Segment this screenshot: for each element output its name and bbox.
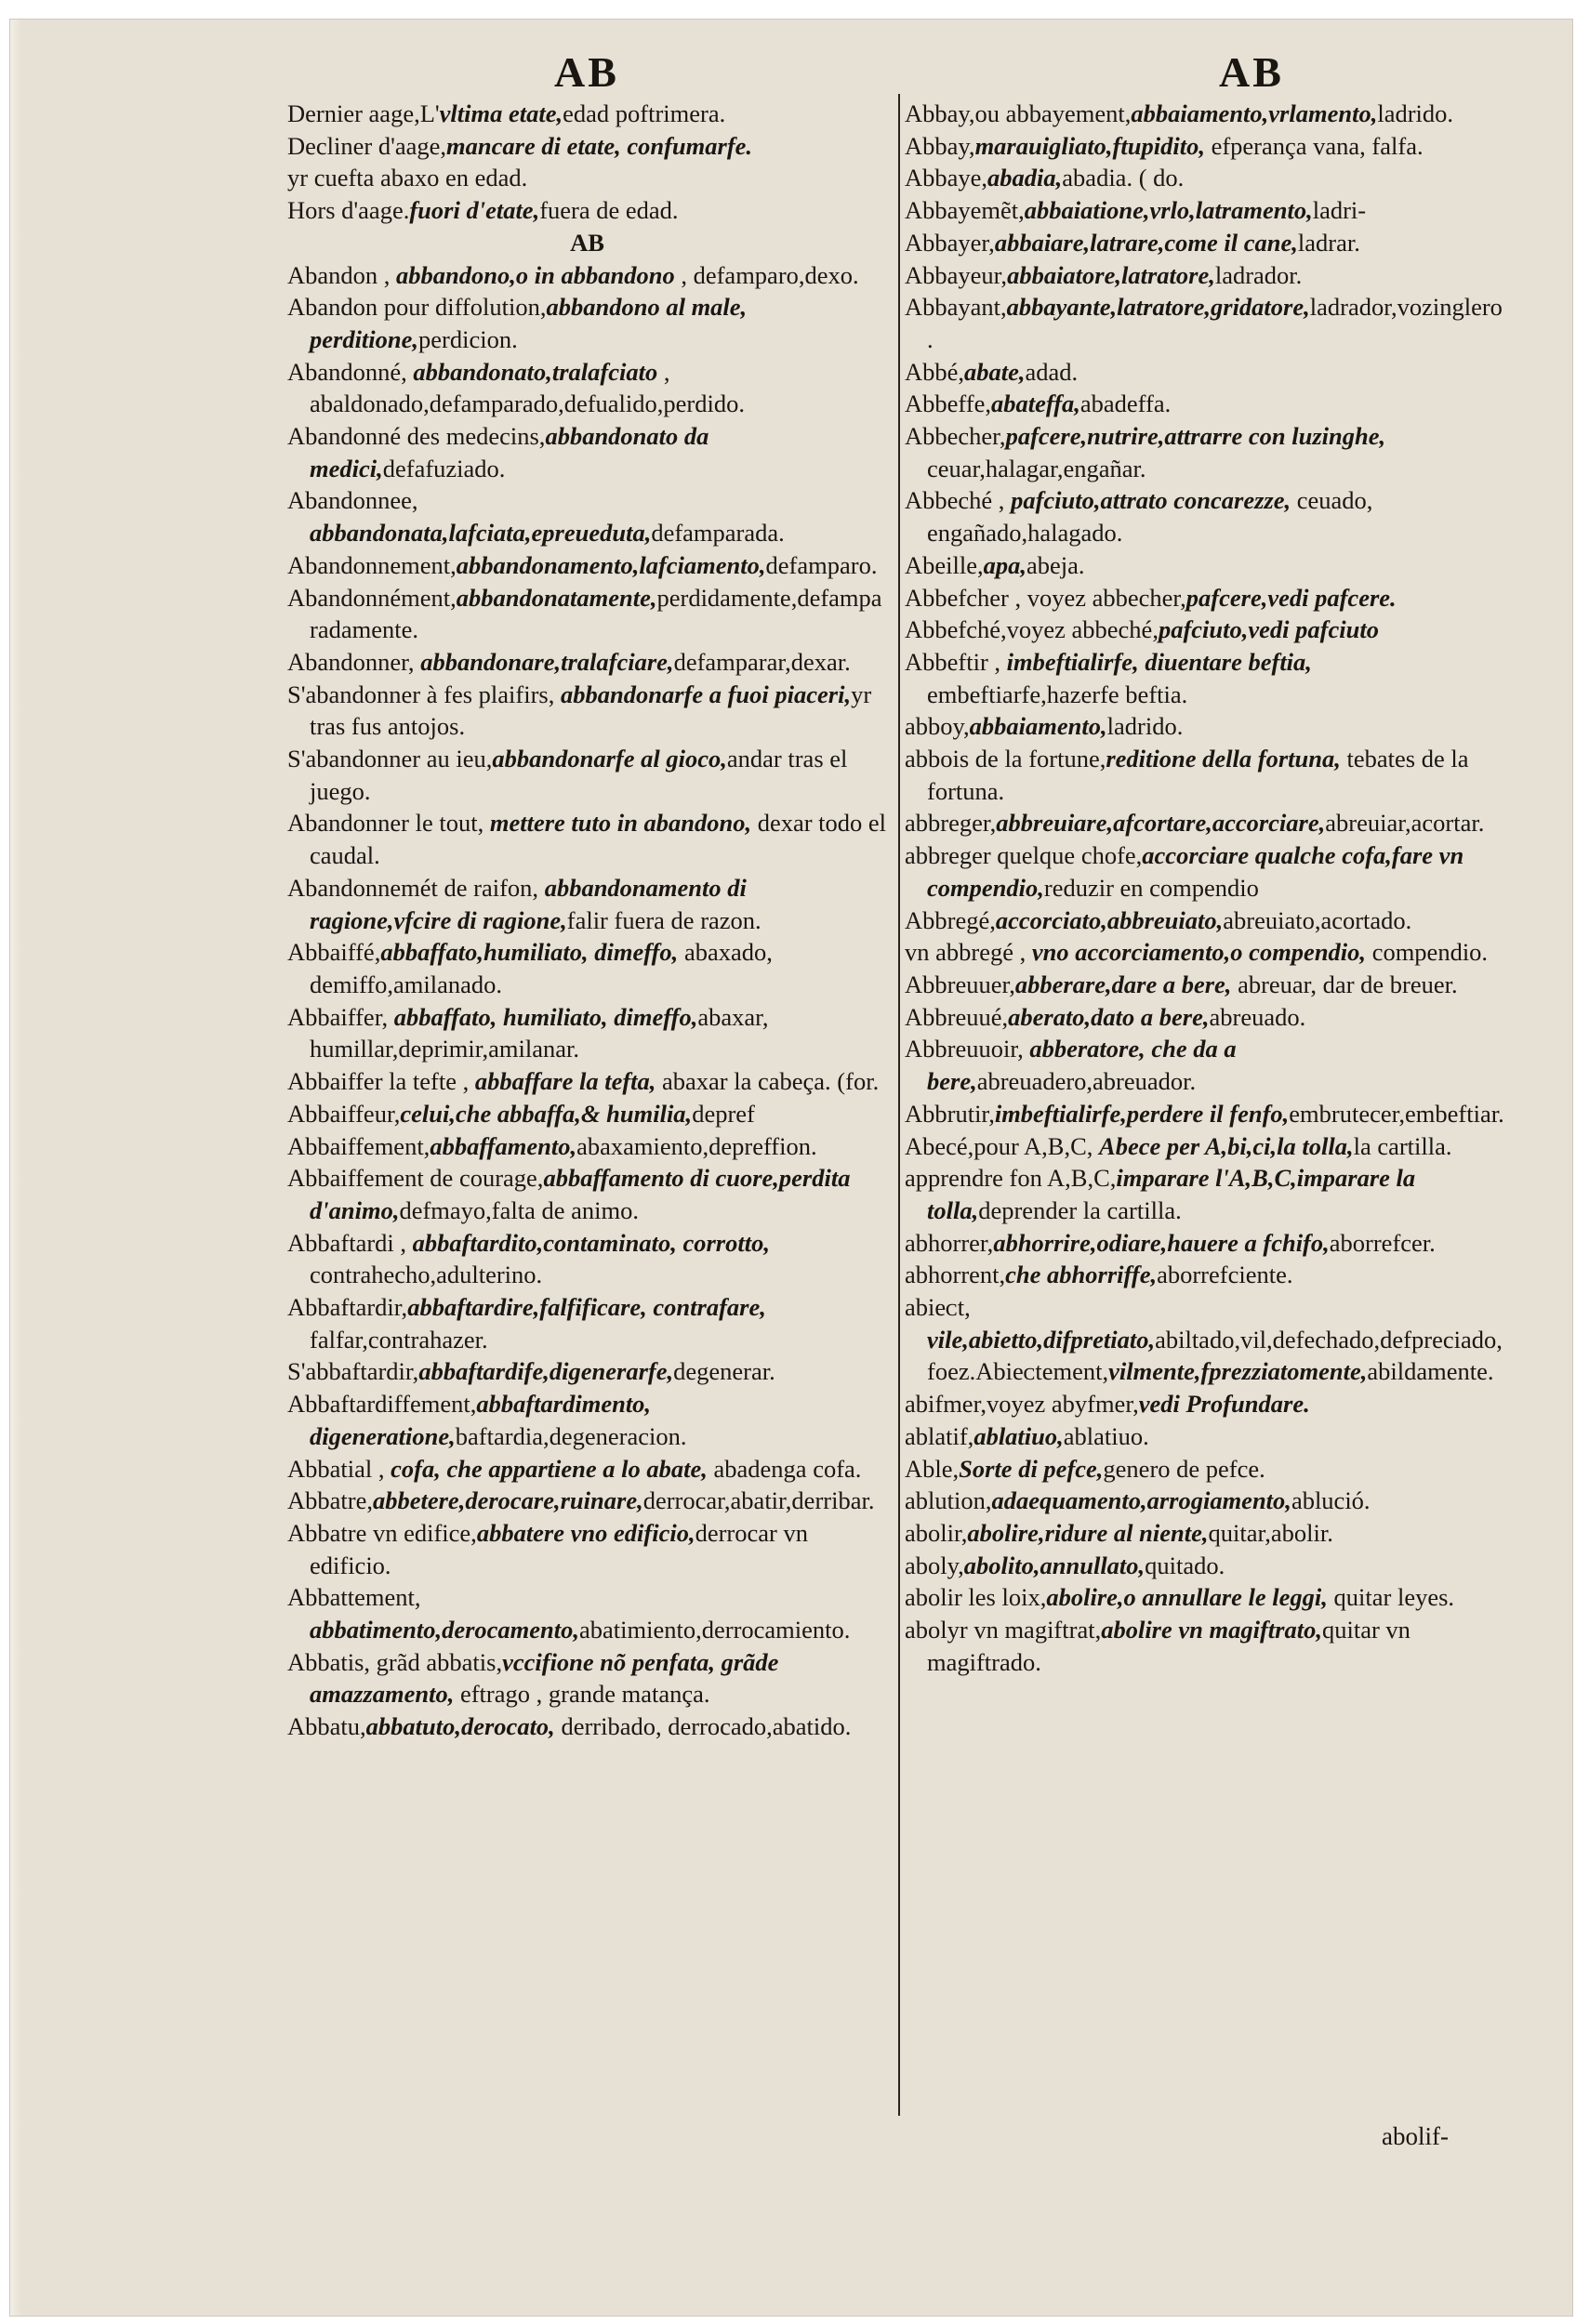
dictionary-entry bbox=[287, 1710, 887, 1743]
entry-spanish: efperança vana, falfa. bbox=[1204, 131, 1424, 160]
entry-spanish: derrocar vn edificio. bbox=[310, 1518, 808, 1579]
dictionary-entry bbox=[905, 1614, 1504, 1678]
entry-spanish: baftardia,degeneracion. bbox=[455, 1421, 687, 1450]
entry-headword: Abbatial , bbox=[287, 1454, 391, 1483]
entry-headword: Abbaiffer, bbox=[287, 1002, 394, 1031]
entry-headword: Abandonnement, bbox=[287, 550, 457, 579]
dictionary-entry bbox=[287, 259, 887, 292]
right-column bbox=[905, 98, 1504, 1678]
entry-headword: abolir, bbox=[905, 1518, 968, 1547]
entry-italian: abbayante,latratore,gridatore, bbox=[1006, 293, 1310, 322]
entry-italian: abbaftardife,digenerarfe, bbox=[418, 1357, 674, 1386]
dictionary-entry bbox=[905, 420, 1504, 484]
dictionary-entry bbox=[287, 549, 887, 582]
entry-headword: Abbaftardiffement, bbox=[287, 1390, 477, 1419]
entry-headword: vn abbregé , bbox=[905, 938, 1032, 967]
entry-headword: S'abandonner à fes plaifirs, bbox=[287, 680, 561, 708]
entry-italian: Abece per A,bi,ci,la tolla, bbox=[1099, 1131, 1354, 1160]
entry-italian: abolito,annullato, bbox=[963, 1551, 1146, 1579]
entry-spanish: derrocar,abatir,derribar. bbox=[642, 1486, 875, 1515]
entry-headword: Abandonné, bbox=[287, 357, 414, 386]
entry-italian: abberare,dare a bere, bbox=[1014, 970, 1232, 998]
entry-headword: Abbeché , bbox=[905, 486, 1012, 515]
entry-italian: abbaftardimento, digeneratione, bbox=[310, 1390, 652, 1450]
entry-spanish: abadeffa. bbox=[1079, 390, 1172, 418]
dictionary-entry bbox=[905, 936, 1504, 969]
entry-spanish: quitar,abolir. bbox=[1208, 1518, 1333, 1547]
entry-headword: Abbatre, bbox=[287, 1486, 373, 1515]
entry-italian: abbaiamento, bbox=[969, 712, 1107, 741]
dictionary-entry bbox=[287, 1355, 887, 1388]
entry-headword: abieᴄt, bbox=[905, 1293, 971, 1322]
entry-italian: abbaffamento, bbox=[430, 1131, 577, 1160]
entry-italian: reditione della fortuna, bbox=[1106, 745, 1341, 773]
entry-spanish: perdicion. bbox=[418, 324, 518, 353]
entry-spanish: ladrido. bbox=[1106, 712, 1184, 741]
entry-headword: abhorrent, bbox=[905, 1261, 1006, 1289]
entry-italian: abbaftardito,contaminato, corrotto, bbox=[412, 1228, 770, 1257]
entry-headword: Abandon pour diffolution, bbox=[287, 293, 547, 322]
page-edge-shadow bbox=[10, 20, 21, 2317]
entry-spanish: la cartilla. bbox=[1353, 1131, 1452, 1160]
dictionary-entry bbox=[287, 1485, 887, 1517]
entry-headword: Abandonné des medecins, bbox=[287, 422, 546, 451]
entry-italian: che abhorriffe, bbox=[1005, 1261, 1158, 1289]
dictionary-entry bbox=[905, 1517, 1504, 1550]
entry-spanish: edad poftrimera. bbox=[563, 99, 726, 127]
entry-headword: Abeille, bbox=[905, 550, 984, 579]
entry-italian: abbandono al male, perditione, bbox=[310, 293, 748, 353]
entry-italian: abberatore, che da a bere, bbox=[927, 1035, 1237, 1096]
entry-headword: Abbefcher , voyez abbecher, bbox=[905, 583, 1186, 612]
entry-spanish: abreuadero,abreuador. bbox=[976, 1067, 1197, 1096]
entry-spanish: abatimiento,derrocamiento. bbox=[579, 1616, 851, 1644]
entry-spanish: contrahecho,adulterino. bbox=[310, 1261, 543, 1289]
entry-italian: pafcere,nutrire,attrarre con luzinghe, bbox=[1005, 422, 1386, 451]
entry-spanish: defamparo. bbox=[765, 550, 878, 579]
entry-italian: vile,abietto,difpretiato, bbox=[927, 1325, 1156, 1353]
dictionary-entry bbox=[287, 1453, 887, 1486]
entry-spanish: ablució. bbox=[1291, 1486, 1371, 1515]
entry-italian: cofa, che appartiene a lo abate, bbox=[391, 1454, 708, 1483]
entry-spanish: abadia. ( do. bbox=[1062, 164, 1185, 192]
entry-spanish: dexar todo el caudal. bbox=[310, 809, 887, 870]
dictionary-entry bbox=[905, 259, 1504, 292]
entry-headword: Abbefché,voyez abbeché, bbox=[905, 615, 1159, 644]
entry-headword: abbreger quelque chofe, bbox=[905, 841, 1143, 870]
dictionary-entry bbox=[905, 905, 1504, 937]
entry-headword: Abandonnément, bbox=[287, 583, 457, 612]
entry-italian: accorciato,abbreuiato, bbox=[995, 905, 1224, 934]
entry-spanish: falfar,contrahazer. bbox=[310, 1325, 488, 1353]
entry-spanish: abaxado, demiffo,amilanado. bbox=[310, 938, 773, 998]
dictionary-entry bbox=[287, 291, 887, 355]
entry-italian: imparare l'A,B,C,imparare la tolla, bbox=[927, 1164, 1416, 1224]
entry-italian: abbandonatamente, bbox=[456, 583, 657, 612]
entry-italian: abbatimento,derocamento, bbox=[310, 1616, 580, 1644]
dictionary-entry bbox=[287, 1227, 887, 1291]
dictionary-entry bbox=[905, 1485, 1504, 1517]
entry-italian: marauigliato,ftupidito, bbox=[974, 131, 1205, 160]
entry-spanish: depref bbox=[692, 1099, 755, 1128]
entry-spanish: ladrido. bbox=[1377, 99, 1454, 127]
dictionary-entry bbox=[287, 484, 887, 548]
entry-spanish: aborrefcer. bbox=[1329, 1228, 1436, 1257]
entry-spanish: tebates de la fortuna. bbox=[927, 745, 1469, 805]
dictionary-entry bbox=[905, 549, 1504, 582]
dictionary-entry bbox=[287, 1291, 887, 1355]
entry-italian: ablatiuo, bbox=[973, 1421, 1064, 1450]
entry-spanish: ablatiuo. bbox=[1063, 1421, 1149, 1450]
dictionary-entry bbox=[287, 194, 887, 227]
entry-headword: Abbatis, grãd abbatis, bbox=[287, 1647, 503, 1676]
dictionary-entry bbox=[287, 98, 887, 130]
entry-italian: abbandonarfe a fuoi piaceri, bbox=[560, 680, 852, 708]
dictionary-entry bbox=[287, 679, 887, 743]
entry-spanish: , abaldonado,defamparado,defualido,perdido. bbox=[310, 357, 745, 418]
entry-spanish: ladri- bbox=[1312, 196, 1367, 225]
entry-spanish: , defamparo,dexo. bbox=[674, 260, 859, 289]
entry-spanish: abaxamiento,depreffion. bbox=[576, 1131, 817, 1160]
entry-spanish: abreuiar,acortar. bbox=[1325, 809, 1485, 838]
entry-italian: imbeftialirfe,perdere il fenfo, bbox=[994, 1099, 1290, 1128]
entry-italian: abbandonare,tralafciare, bbox=[420, 647, 674, 676]
entry-spanish: quitar leyes. bbox=[1327, 1583, 1455, 1612]
entry-italian: abolire,o annullare le leggi, bbox=[1046, 1583, 1328, 1612]
entry-spanish: defafuziado. bbox=[382, 454, 506, 482]
entry-headword: AB bbox=[570, 228, 604, 257]
entry-italian: abbandonamento,lafciamento, bbox=[456, 550, 766, 579]
entry-spanish: compendio. bbox=[1366, 938, 1489, 967]
entry-italian: imbeftialirfe, diuentare beftia, bbox=[1006, 647, 1312, 676]
entry-headword: Abbayemẽt, bbox=[905, 196, 1025, 225]
entry-spanish: abiltado,vil,defechado,defpreciado,foez.Abieᴄtement, bbox=[927, 1325, 1503, 1386]
dictionary-entry bbox=[905, 710, 1504, 743]
entry-spanish: perdidamente,defamparadamente. bbox=[310, 583, 882, 644]
dictionary-entry bbox=[905, 130, 1504, 163]
entry-headword: abboy, bbox=[905, 712, 970, 741]
entry-spanish: abaxar la cabeça. (for. bbox=[656, 1067, 880, 1096]
entry-spanish: degenerar. bbox=[673, 1357, 775, 1386]
entry-headword: Abbregé, bbox=[905, 905, 996, 934]
dictionary-entry bbox=[905, 291, 1504, 355]
entry-headword: Abbay,ou abbayement, bbox=[905, 99, 1132, 127]
entry-headword: Abbeftir , bbox=[905, 647, 1007, 676]
entry-spanish: falir fuera de razon. bbox=[566, 905, 762, 934]
entry-headword: Abbayeur, bbox=[905, 260, 1008, 289]
entry-italian: abbaffato,humiliato, dimeffo, bbox=[380, 938, 679, 967]
entry-italian: abbaffato, humiliato, dimeffo, bbox=[393, 1002, 698, 1031]
entry-headword: Abecé,pour A,B,C, bbox=[905, 1131, 1100, 1160]
dictionary-entry bbox=[287, 872, 887, 936]
entry-spanish: defmayo,falta de animo. bbox=[399, 1195, 639, 1224]
dictionary-entry bbox=[287, 1388, 887, 1452]
dictionary-entry bbox=[905, 162, 1504, 194]
dictionary-entry bbox=[905, 1420, 1504, 1453]
dictionary-entry bbox=[905, 614, 1504, 646]
entry-spanish: abaxar, humillar,deprimir,amilanar. bbox=[310, 1002, 769, 1063]
entry-spanish: ladrar. bbox=[1297, 228, 1360, 257]
entry-headword: Abandonnee, bbox=[287, 486, 418, 515]
dictionary-entry bbox=[905, 1162, 1504, 1226]
dictionary-entry bbox=[905, 1130, 1504, 1163]
entry-spanish: ladrador,vozinglero. bbox=[927, 293, 1503, 353]
dictionary-entry bbox=[905, 1581, 1504, 1614]
dictionary-entry bbox=[905, 969, 1504, 1001]
dictionary-entry bbox=[287, 1130, 887, 1163]
entry-italian: apa, bbox=[983, 550, 1026, 579]
entry-italian: accorciare qualche cofa,fare vn compendio, bbox=[927, 841, 1464, 902]
entry-italian: abbandonato,tralafciato bbox=[413, 357, 658, 386]
entry-italian: abbreuiare,afcortare,accorciare, bbox=[996, 809, 1326, 838]
entry-italian: abolire vn magiftrato, bbox=[1101, 1616, 1322, 1644]
entry-headword: Abbatu, bbox=[287, 1712, 366, 1741]
entry-headword: abhorrer, bbox=[905, 1228, 994, 1257]
entry-headword: Abbaftardir, bbox=[287, 1293, 408, 1322]
dictionary-entry bbox=[905, 1388, 1504, 1420]
entry-spanish: embrutecer,embeftiar. bbox=[1289, 1099, 1504, 1128]
entry-spanish: abildamente. bbox=[1367, 1357, 1494, 1386]
entry-italian: abadia, bbox=[987, 164, 1063, 192]
entry-italian: celui,che abbaffa,& humilia, bbox=[400, 1099, 693, 1128]
dictionary-entry bbox=[287, 1517, 887, 1581]
dictionary-entry bbox=[905, 388, 1504, 420]
dictionary-entry bbox=[905, 646, 1504, 710]
entry-italian: pafciuto,attrato concarezze, bbox=[1011, 486, 1291, 515]
entry-italian: aberato,dato a bere, bbox=[1008, 1002, 1210, 1031]
dictionary-entry bbox=[905, 1227, 1504, 1260]
entry-spanish: adad. bbox=[1025, 357, 1079, 386]
dictionary-entry bbox=[287, 356, 887, 420]
entry-italian: abbaiare,latrare,come il cane, bbox=[994, 228, 1298, 257]
entry-headword: Abbreuué, bbox=[905, 1002, 1009, 1031]
entry-italian: fuori d'etate, bbox=[409, 196, 540, 225]
entry-headword: Abbreuuoir, bbox=[905, 1035, 1030, 1063]
dictionary-entry bbox=[287, 1646, 887, 1710]
entry-headword: Abbreuuer, bbox=[905, 970, 1015, 998]
entry-spanish: abreuado. bbox=[1209, 1002, 1306, 1031]
entry-italian: abolire,ridure al niente, bbox=[967, 1518, 1209, 1547]
dictionary-entry bbox=[905, 582, 1504, 614]
entry-headword: S'abbaftardir, bbox=[287, 1357, 419, 1386]
entry-spanish: aborrefciente. bbox=[1157, 1261, 1293, 1289]
left-column bbox=[287, 98, 887, 1743]
entry-italian: abbandonata,lafciata,epreueduta, bbox=[310, 519, 652, 548]
dictionary-entry bbox=[287, 1001, 887, 1065]
dictionary-entry bbox=[905, 743, 1504, 807]
entry-headword: Abbaiffer la tefte , bbox=[287, 1067, 475, 1096]
entry-italian: vedi Profundare. bbox=[1138, 1390, 1310, 1419]
entry-spanish: quitar vn magiftrado. bbox=[927, 1616, 1410, 1676]
entry-spanish: embeftiarfe,hazerfe beftia. bbox=[927, 680, 1188, 708]
entry-headword: Abbaye, bbox=[905, 164, 988, 192]
dictionary-entry bbox=[905, 1453, 1504, 1486]
catchword: abolif- bbox=[1382, 2122, 1449, 2150]
dictionary-entry bbox=[905, 1291, 1504, 1388]
dictionary-entry bbox=[905, 1550, 1504, 1582]
entry-italian: abbandono,o in abbandono bbox=[396, 260, 675, 289]
entry-headword: abbreger, bbox=[905, 809, 997, 838]
entry-spanish: deprender la cartilla. bbox=[978, 1195, 1182, 1224]
dictionary-entry bbox=[905, 194, 1504, 227]
entry-headword: Abbrutir, bbox=[905, 1099, 995, 1128]
entry-spanish: genero de pefce. bbox=[1103, 1454, 1265, 1483]
entry-headword: Dernier aage,L' bbox=[287, 99, 440, 127]
entry-headword: yr cuefta abaxo en edad. bbox=[287, 164, 528, 192]
dictionary-entry bbox=[287, 227, 887, 259]
dictionary-entry bbox=[905, 1001, 1504, 1034]
entry-headword: ablution, bbox=[905, 1486, 992, 1515]
entry-italian: abateffa, bbox=[990, 390, 1080, 418]
entry-italian: mettere tuto in abandono, bbox=[489, 809, 752, 838]
entry-headword: Abandonner, bbox=[287, 647, 421, 676]
entry-italian: abate, bbox=[964, 357, 1026, 386]
entry-headword: abolir les loix, bbox=[905, 1583, 1047, 1612]
entry-italian: adaequamento,arrogiamento, bbox=[991, 1486, 1291, 1515]
entry-headword: Abbaiffé, bbox=[287, 938, 381, 967]
entry-italian: abbaffare la tefta, bbox=[474, 1067, 656, 1096]
entry-headword: Abbé, bbox=[905, 357, 965, 386]
entry-italian: abbatuto,derocato, bbox=[365, 1712, 555, 1741]
dictionary-entry bbox=[287, 1098, 887, 1130]
entry-italian: abbaiatione,vrlo,latramento, bbox=[1024, 196, 1313, 225]
dictionary-entry bbox=[905, 484, 1504, 548]
entry-spanish: defamparada. bbox=[651, 519, 785, 548]
dictionary-entry bbox=[905, 1033, 1504, 1097]
entry-headword: abolyr vn magiftrat, bbox=[905, 1616, 1102, 1644]
dictionary-entry bbox=[905, 356, 1504, 389]
entry-italian: abbetere,derocare,ruinare, bbox=[372, 1486, 643, 1515]
entry-spanish: ladrador. bbox=[1214, 260, 1303, 289]
entry-spanish: abeja. bbox=[1026, 550, 1085, 579]
dictionary-entry bbox=[905, 1259, 1504, 1291]
dictionary-entry bbox=[905, 839, 1504, 904]
dictionary-entry bbox=[287, 936, 887, 1000]
entry-headword: S'abandonner au ieu, bbox=[287, 745, 493, 773]
column-divider bbox=[898, 94, 900, 2116]
entry-spanish: yr tras fus antojos. bbox=[310, 680, 872, 741]
entry-spanish: defamparar,dexar. bbox=[673, 647, 851, 676]
dictionary-entry bbox=[287, 646, 887, 679]
entry-italian: vno accorciamento,o compendio, bbox=[1031, 938, 1367, 967]
dictionary-entry bbox=[287, 130, 887, 163]
entry-spanish: eftrago , grande matança. bbox=[454, 1680, 710, 1709]
dictionary-page bbox=[9, 19, 1573, 2317]
entry-italian: pafcere,vedi pafcere. bbox=[1185, 583, 1397, 612]
entry-headword: Abbaiffement, bbox=[287, 1131, 430, 1160]
dictionary-entry bbox=[287, 1581, 887, 1645]
entry-spanish: andar tras el juego. bbox=[310, 745, 848, 805]
dictionary-entry bbox=[287, 743, 887, 807]
entry-italian: abbaftardire,falfificare, contrafare, bbox=[407, 1293, 766, 1322]
dictionary-entry bbox=[287, 420, 887, 484]
entry-spanish: reduzir en compendio bbox=[1043, 873, 1259, 902]
entry-italian: pafciuto,vedi pafciuto bbox=[1158, 615, 1379, 644]
entry-spanish: quitado. bbox=[1145, 1551, 1225, 1579]
entry-headword: Abandonner le tout, bbox=[287, 809, 490, 838]
entry-italian: mancare di etate, confumarfe. bbox=[446, 131, 753, 160]
entry-headword: apprendre fon A,B,C, bbox=[905, 1164, 1117, 1193]
entry-italian: vltima etate, bbox=[439, 99, 563, 127]
dictionary-entry bbox=[905, 98, 1504, 130]
entry-italian: abbaffamento di cuore,perdita d'animo, bbox=[310, 1164, 851, 1224]
dictionary-entry bbox=[287, 807, 887, 871]
entry-headword: abbois de la fortune, bbox=[905, 745, 1106, 773]
entry-headword: Abbayer, bbox=[905, 228, 995, 257]
entry-italian: abbandonarfe al gioco, bbox=[492, 745, 727, 773]
entry-headword: Abbaftardi , bbox=[287, 1228, 413, 1257]
entry-spanish: ceuado, engañado,halagado. bbox=[927, 486, 1373, 548]
entry-headword: Abandon , bbox=[287, 260, 397, 289]
entry-italian: vilmente,fprezziatomente, bbox=[1108, 1357, 1368, 1386]
entry-italian: abbaiatore,latratore, bbox=[1007, 260, 1215, 289]
dictionary-entry bbox=[287, 1065, 887, 1098]
entry-headword: Abandonnemét de raifon, bbox=[287, 873, 545, 902]
entry-spanish: fuera de edad. bbox=[539, 196, 679, 225]
entry-italian: abbandonato da medici, bbox=[310, 422, 709, 482]
dictionary-entry bbox=[287, 162, 887, 194]
entry-italian: abbandonamento di ragione,vfcire di ragione, bbox=[310, 873, 747, 934]
entry-italian: Sorte di pefce, bbox=[959, 1454, 1104, 1483]
entry-headword: Abbaiffement de courage, bbox=[287, 1164, 544, 1193]
entry-spanish: ceuar,halagar,engañar. bbox=[927, 454, 1146, 482]
entry-spanish: abreuiato,acortado. bbox=[1223, 905, 1412, 934]
entry-headword: Abbecher, bbox=[905, 422, 1006, 451]
dictionary-entry bbox=[905, 227, 1504, 259]
entry-headword: Hors d'aage. bbox=[287, 196, 410, 225]
entry-italian: abhorrire,odiare,hauere a fchifo, bbox=[993, 1228, 1330, 1257]
entry-headword: Abbayant, bbox=[905, 293, 1007, 322]
running-head-right: AB bbox=[1219, 48, 1284, 96]
entry-headword: Able, bbox=[905, 1454, 960, 1483]
entry-spanish: derribado, derrocado,abatido. bbox=[554, 1712, 852, 1741]
dictionary-entry bbox=[905, 1098, 1504, 1130]
dictionary-entry bbox=[287, 582, 887, 646]
entry-headword: Abbattement, bbox=[287, 1583, 421, 1612]
dictionary-entry bbox=[905, 807, 1504, 839]
entry-italian: abbaiamento,vrlamento, bbox=[1131, 99, 1378, 127]
entry-headword: ablatif, bbox=[905, 1421, 974, 1450]
entry-headword: Abbatre vn edifice, bbox=[287, 1518, 477, 1547]
dictionary-entry bbox=[287, 1162, 887, 1226]
entry-headword: Abbeffe, bbox=[905, 390, 991, 418]
entry-spanish: abreuar, dar de breuer. bbox=[1231, 970, 1458, 998]
running-head-left: AB bbox=[554, 48, 619, 96]
entry-italian: vccifione nõ penfata, grãde amazzamento, bbox=[310, 1647, 779, 1709]
entry-headword: aboly, bbox=[905, 1551, 964, 1579]
entry-spanish: abadenga cofa. bbox=[707, 1454, 862, 1483]
entry-headword: abifmer,voyez abyfmer, bbox=[905, 1390, 1139, 1419]
entry-headword: Abbaiffeur, bbox=[287, 1099, 401, 1128]
entry-italian: abbatere vno edificio, bbox=[476, 1518, 695, 1547]
entry-headword: Decliner d'aage, bbox=[287, 131, 447, 160]
entry-headword: Abbay, bbox=[905, 131, 975, 160]
